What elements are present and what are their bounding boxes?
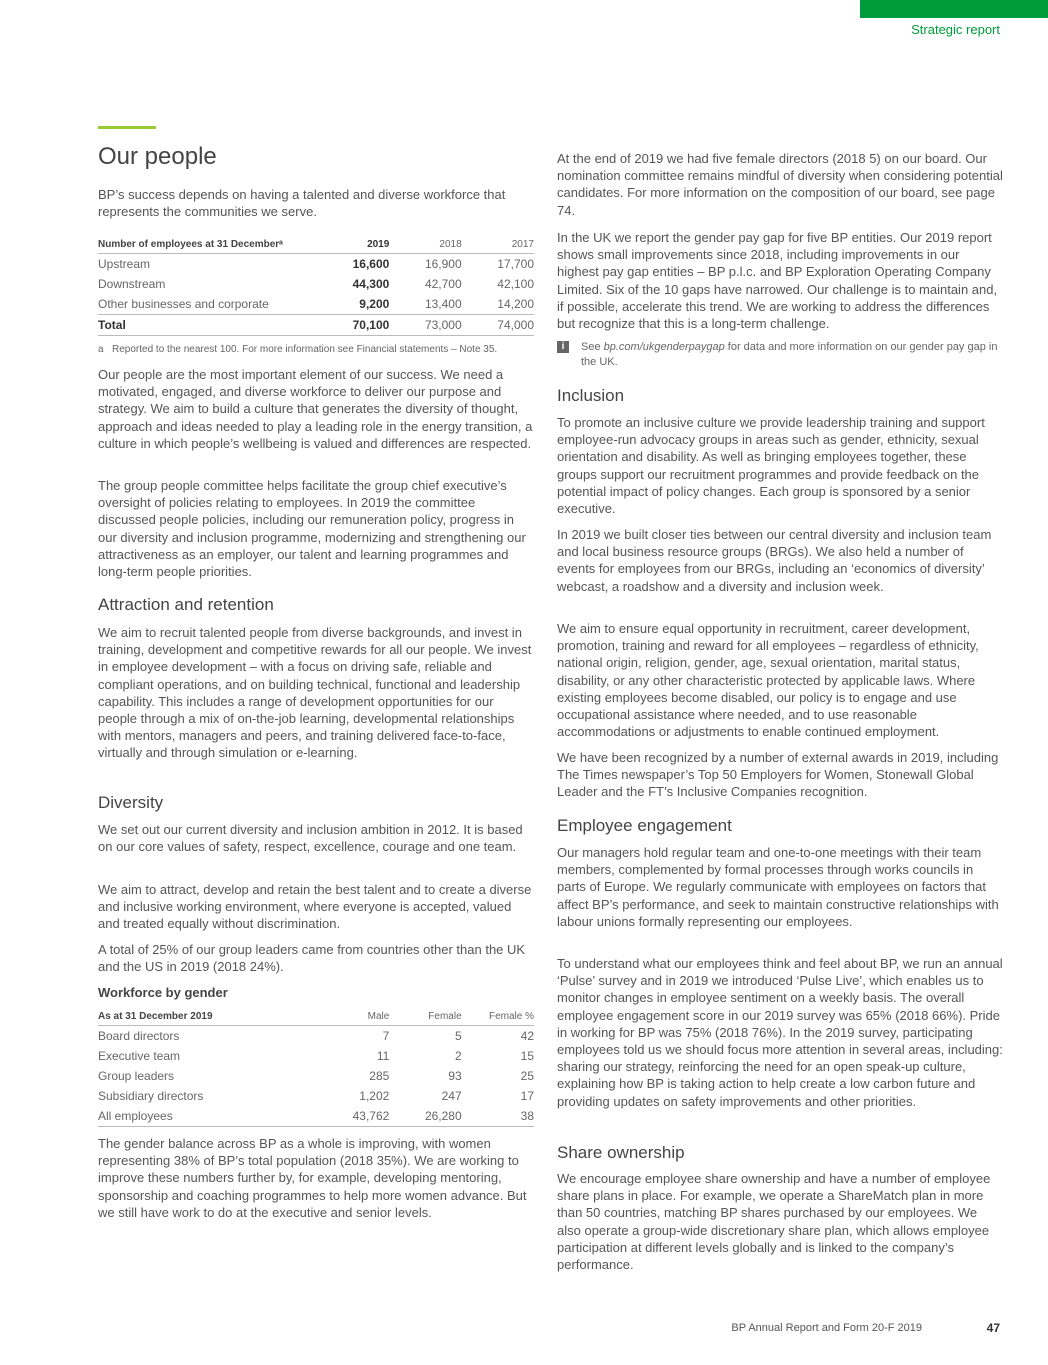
row-label: Executive team bbox=[98, 1049, 181, 1063]
footnote-marker: a bbox=[98, 344, 104, 355]
table-row bbox=[98, 294, 534, 315]
cell: 16,600 bbox=[352, 257, 390, 271]
row-label: Other businesses and corporate bbox=[98, 297, 269, 311]
row-label: Subsidiary directors bbox=[98, 1089, 204, 1103]
committee-paragraph: The group people committee helps facilitate the group chief executive’s oversight of policies relating to employees. In 2019 the committee discussed people policies, including our remuneration policy, progress in our diversity and inclusion programme, modernizing and strengthening our attractiveness as an employer, our talent and learning programmes and long-term people priorities. bbox=[98, 478, 526, 580]
diversity-paragraph-3: A total of 25% of our group leaders came from countries other than the UK and the US in 2019 (2018 24%). bbox=[98, 942, 526, 975]
row-label: Downstream bbox=[98, 277, 166, 291]
table-row bbox=[98, 274, 534, 294]
cell: 5 bbox=[454, 1029, 462, 1043]
diversity-paragraph-2: We aim to attract, develop and retain the best talent and to create a diverse and inclusive working environment, where everyone is accepted, valued and treated equally without discrimination. bbox=[98, 882, 532, 932]
engagement-paragraph-1: Our managers hold regular team and one-to-one meetings with their team members, complemented by formal processes through works councils in parts of Europe. We regularly communicate with employees on factors that affect BP’s performance, and seek to maintain constructive relationships with labour unions formally representing our employees. bbox=[557, 845, 999, 929]
footnote-text: Reported to the nearest 100. For more information see Financial statements – Note 35. bbox=[112, 344, 498, 355]
people-paragraph: Our people are the most important element of our success. We need a motivated, engaged, and diverse workforce to deliver our purpose and strategy. We aim to build a culture that generates the diversity of thought, approach and ideas needed to play a leading role in the energy transition, a culture in which people’s wellbeing is valued and differences are respected. bbox=[98, 367, 533, 451]
footer-publication: BP Annual Report and Form 20-F 2019 bbox=[731, 1322, 922, 1334]
info-text: See bbox=[581, 341, 604, 353]
title-accent-bar bbox=[98, 126, 156, 129]
column-header: 2018 bbox=[389, 236, 461, 254]
info-icon: i bbox=[557, 341, 569, 353]
gender-balance-paragraph: The gender balance across BP as a whole is improving, with women representing 38% of BP’s total population (2018 35%). We are working to improve these numbers further by, for example, developing mentoring, sponsorship and coaching programmes to help more women advance. But we still have work to do at the executive and senior levels. bbox=[98, 1136, 527, 1220]
share-heading: Share ownership bbox=[557, 1143, 685, 1162]
row-label: Upstream bbox=[98, 257, 151, 271]
header-accent-bar bbox=[860, 0, 1048, 18]
info-text: for data and more information on our gender pay gap in the UK. bbox=[581, 341, 998, 368]
column-header: Female bbox=[389, 1008, 461, 1026]
cell: 42,700 bbox=[424, 277, 462, 291]
attraction-paragraph: We aim to recruit talented people from diverse backgrounds, and invest in training, development and competitive rewards for all our people. We invest in employee development – with a focus on driving safe, reliable and compliant operations, and on building technical, functional and leadership capability. This includes a range of development opportunities for our people through a mix of on-the-job learning, developmental relationships with mentors, managers and peers, and training delivered face-to-face, virtually and through simulation or e-learning. bbox=[98, 625, 532, 761]
cell: 2 bbox=[454, 1049, 462, 1063]
column-header: Male bbox=[329, 1008, 389, 1026]
table-total-row bbox=[98, 315, 534, 336]
cell: 26,280 bbox=[424, 1109, 462, 1123]
page-title: Our people bbox=[98, 143, 217, 170]
section-label: Strategic report bbox=[911, 22, 1000, 37]
cell: 14,200 bbox=[497, 297, 534, 311]
gender-table-title: Workforce by gender bbox=[98, 985, 228, 1000]
table-row bbox=[98, 1046, 534, 1066]
cell: 93 bbox=[448, 1069, 462, 1083]
column-header: 2019 bbox=[329, 236, 389, 254]
attraction-heading: Attraction and retention bbox=[98, 595, 274, 614]
inclusion-paragraph-3: We aim to ensure equal opportunity in recruitment, career development, promotion, training and reward for all employees – regardless of ethnicity, national origin, religion, gender, age, sexual orientation, marital status, disability, or any other characteristic protected by applicable laws. Where existing employees become disabled, our policy is to engage and use occupational assistance where needed, and to use reasonable accommodations or adjustments to enable continued employment. bbox=[557, 621, 979, 740]
inclusion-paragraph-2: In 2019 we built closer ties between our central diversity and inclusion team and local business resource groups (BRGs). We also held a number of events for employees from our BRGs, including an ‘economics of diversity’ webcast, a roadshow and a diversity and inclusion week. bbox=[557, 527, 992, 594]
employees-table bbox=[98, 236, 534, 336]
cell: 70,100 bbox=[329, 315, 389, 336]
column-header: As at 31 December 2019 bbox=[98, 1008, 329, 1026]
row-label: Total bbox=[98, 315, 329, 336]
column-header: 2017 bbox=[462, 236, 534, 254]
intro-paragraph: BP’s success depends on having a talented and diverse workforce that represents the communities we serve. bbox=[98, 187, 506, 220]
column-header: Female % bbox=[462, 1008, 534, 1026]
cell: 42,100 bbox=[497, 277, 534, 291]
cell: 42 bbox=[520, 1029, 534, 1043]
info-note bbox=[557, 340, 1003, 370]
cell: 25 bbox=[520, 1069, 534, 1083]
row-label: Group leaders bbox=[98, 1069, 175, 1083]
cell: 74,000 bbox=[462, 315, 534, 336]
cell: 1,202 bbox=[359, 1089, 390, 1103]
cell: 9,200 bbox=[359, 297, 390, 311]
pay-gap-link[interactable]: bp.com/ukgenderpaygap bbox=[603, 341, 725, 353]
page-number: 47 bbox=[986, 1321, 1000, 1335]
cell: 285 bbox=[369, 1069, 390, 1083]
engagement-paragraph-2: To understand what our employees think and feel about BP, we run an annual ‘Pulse’ survey and in 2019 we introduced ‘Pulse Live’, which enables us to monitor changes in employee sentiment on a weekly basis. The overall employee engagement score in our 2019 survey was 65% (2018 66%). Pride in working for BP was 75% (2018 76%). In the 2019 survey, participating employees told us we should focus more attention in several areas, including: sharing our strategy, reinforcing the need for an open speak-up culture, explaining how BP is taking action to help create a low carbon future and providing updates on safety improvements and other priorities. bbox=[557, 956, 1003, 1109]
share-paragraph: We encourage employee share ownership and have a number of employee share plans in place. For example, we operate a ShareMatch plan in more than 50 countries, matching BP shares purchased by our employees. We also operate a group-wide discretionary share plan, which allows employee participation at different levels globally and is linked to the company’s performance. bbox=[557, 1171, 991, 1273]
table-row bbox=[98, 1106, 534, 1127]
cell: 13,400 bbox=[424, 297, 462, 311]
table-header-row bbox=[98, 1008, 534, 1026]
inclusion-heading: Inclusion bbox=[557, 386, 625, 405]
cell: 247 bbox=[441, 1089, 462, 1103]
table-row bbox=[98, 1086, 534, 1106]
table-row bbox=[98, 1026, 534, 1047]
row-label: All employees bbox=[98, 1109, 173, 1123]
inclusion-paragraph-1: To promote an inclusive culture we provide leadership training and support employee-run advocacy groups in areas such as gender, ethnicity, sexual orientation and disability. As well as bringing employees together, these groups support our recruitment programmes and provide feedback on the potential impact of policy changes. Each group is sponsored by a senior executive. bbox=[557, 415, 985, 517]
cell: 44,300 bbox=[352, 277, 390, 291]
engagement-heading: Employee engagement bbox=[557, 816, 732, 835]
cell: 17 bbox=[520, 1089, 534, 1103]
cell: 7 bbox=[382, 1029, 390, 1043]
cell: 11 bbox=[376, 1049, 390, 1063]
table-footnote bbox=[98, 344, 534, 355]
table-row bbox=[98, 254, 534, 275]
cell: 17,700 bbox=[497, 257, 534, 271]
gender-table bbox=[98, 1008, 534, 1127]
female-directors-paragraph: At the end of 2019 we had five female directors (2018 5) on our board. Our nomination committee remains mindful of diversity when considering potential candidates. For more information on the composition of our board, see page 74. bbox=[557, 151, 1003, 218]
cell: 38 bbox=[520, 1109, 534, 1123]
cell: 16,900 bbox=[424, 257, 462, 271]
pay-gap-paragraph: In the UK we report the gender pay gap for five BP entities. Our 2019 report shows small improvements since 2018, including improvements in our highest pay gap entities – BP p.l.c. and BP Exploration Operating Company Limited. Six of the 10 gaps have narrowed. Our challenge is to maintain and, if possible, accelerate this trend. We are working to address the differences but recognize that this is a long-term challenge. bbox=[557, 230, 998, 332]
cell: 43,762 bbox=[352, 1109, 390, 1123]
inclusion-paragraph-4: We have been recognized by a number of external awards in 2019, including The Times newspaper’s Top 50 Employers for Women, Stonewall Global Leader and the FT’s Inclusive Companies recognition. bbox=[557, 750, 999, 800]
diversity-paragraph-1: We set out our current diversity and inclusion ambition in 2012. It is based on our core values of safety, respect, excellence, courage and one team. bbox=[98, 822, 523, 855]
cell: 15 bbox=[520, 1049, 534, 1063]
diversity-heading: Diversity bbox=[98, 793, 164, 812]
cell: 73,000 bbox=[389, 315, 461, 336]
column-header: Number of employees at 31 Decemberᵃ bbox=[98, 236, 329, 254]
table-row bbox=[98, 1066, 534, 1086]
row-label: Board directors bbox=[98, 1029, 180, 1043]
table-header-row bbox=[98, 236, 534, 254]
